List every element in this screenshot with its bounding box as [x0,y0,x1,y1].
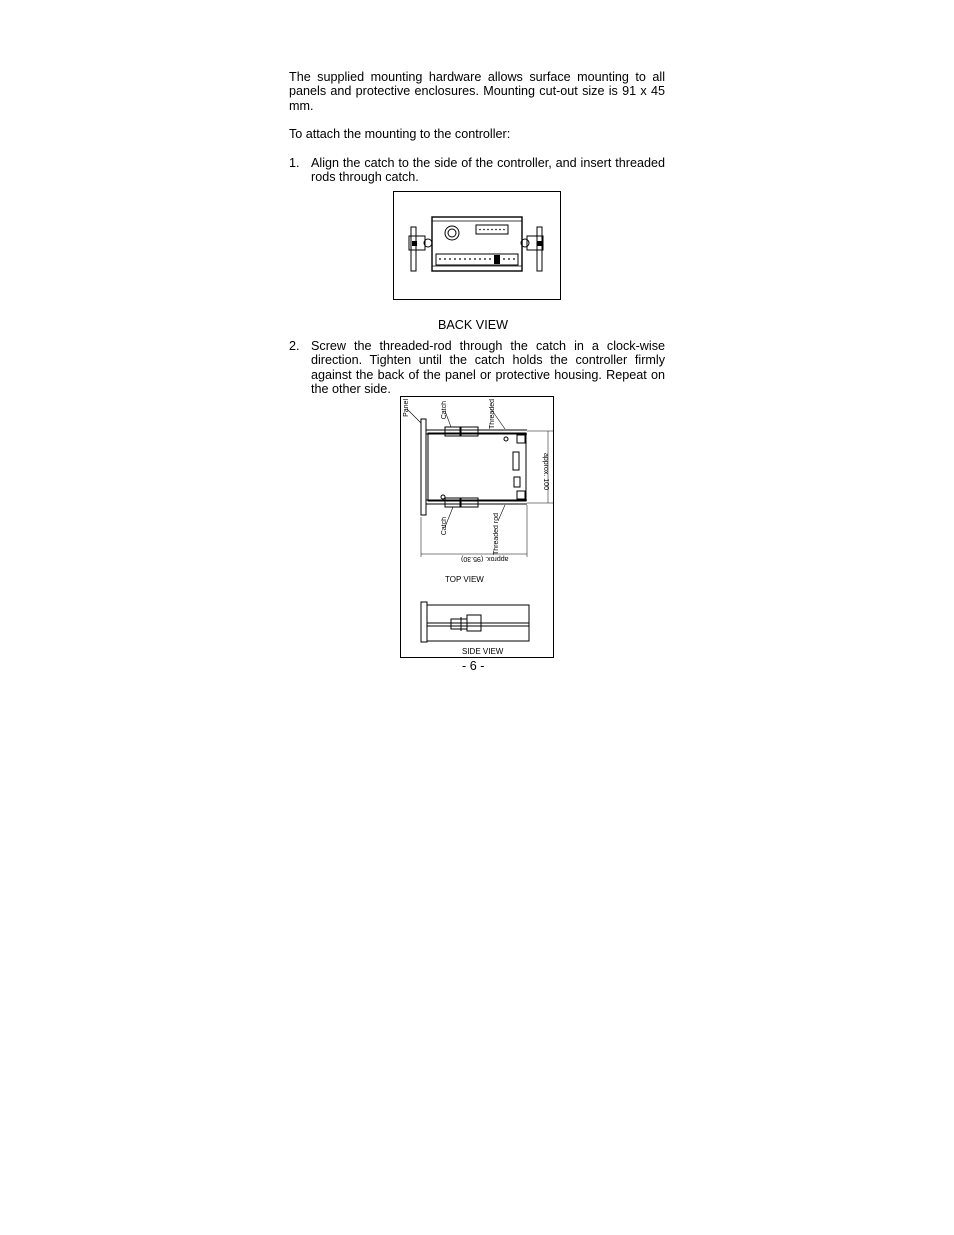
back-view-caption: BACK VIEW [438,318,508,332]
label-catch-top: Catch [441,401,448,420]
label-panel: Panel [403,399,410,417]
intro-paragraph: The supplied mounting hardware allows surface mounting to all panels and protective enclosures. Mounting cut-out size is 91 x 45 mm. [289,70,665,113]
page-number: - 6 - [462,659,485,673]
top-side-view-figure [400,396,554,658]
label-approx-height: approx. 100 [542,453,549,490]
step-1 [289,156,665,185]
step-1-text: Align the catch to the side of the controller, and insert threaded rods through catch. [311,156,665,185]
back-view-drawing [394,192,560,299]
back-view-figure [393,191,561,300]
step-2-number: 2. [289,339,300,353]
step-1-number: 1. [289,156,300,170]
step-2 [289,339,665,397]
side-view-caption: SIDE VIEW [462,647,504,656]
label-catch-bottom: Catch [441,517,448,536]
attach-paragraph: To attach the mounting to the controller: [289,127,511,141]
step-2-text: Screw the threaded-rod through the catch in a clock-wise direction. Tighten until the catch holds the controller firmly against the back of the panel or protective housing. Repeat on the other side. [311,339,665,397]
label-threaded-bottom: Threaded rod [493,513,500,556]
label-approx-width: approx. (95.30) [461,555,509,562]
top-view-caption: TOP VIEW [445,575,484,584]
label-threaded-top: Threaded [489,399,496,429]
top-side-view-drawing [401,397,553,657]
